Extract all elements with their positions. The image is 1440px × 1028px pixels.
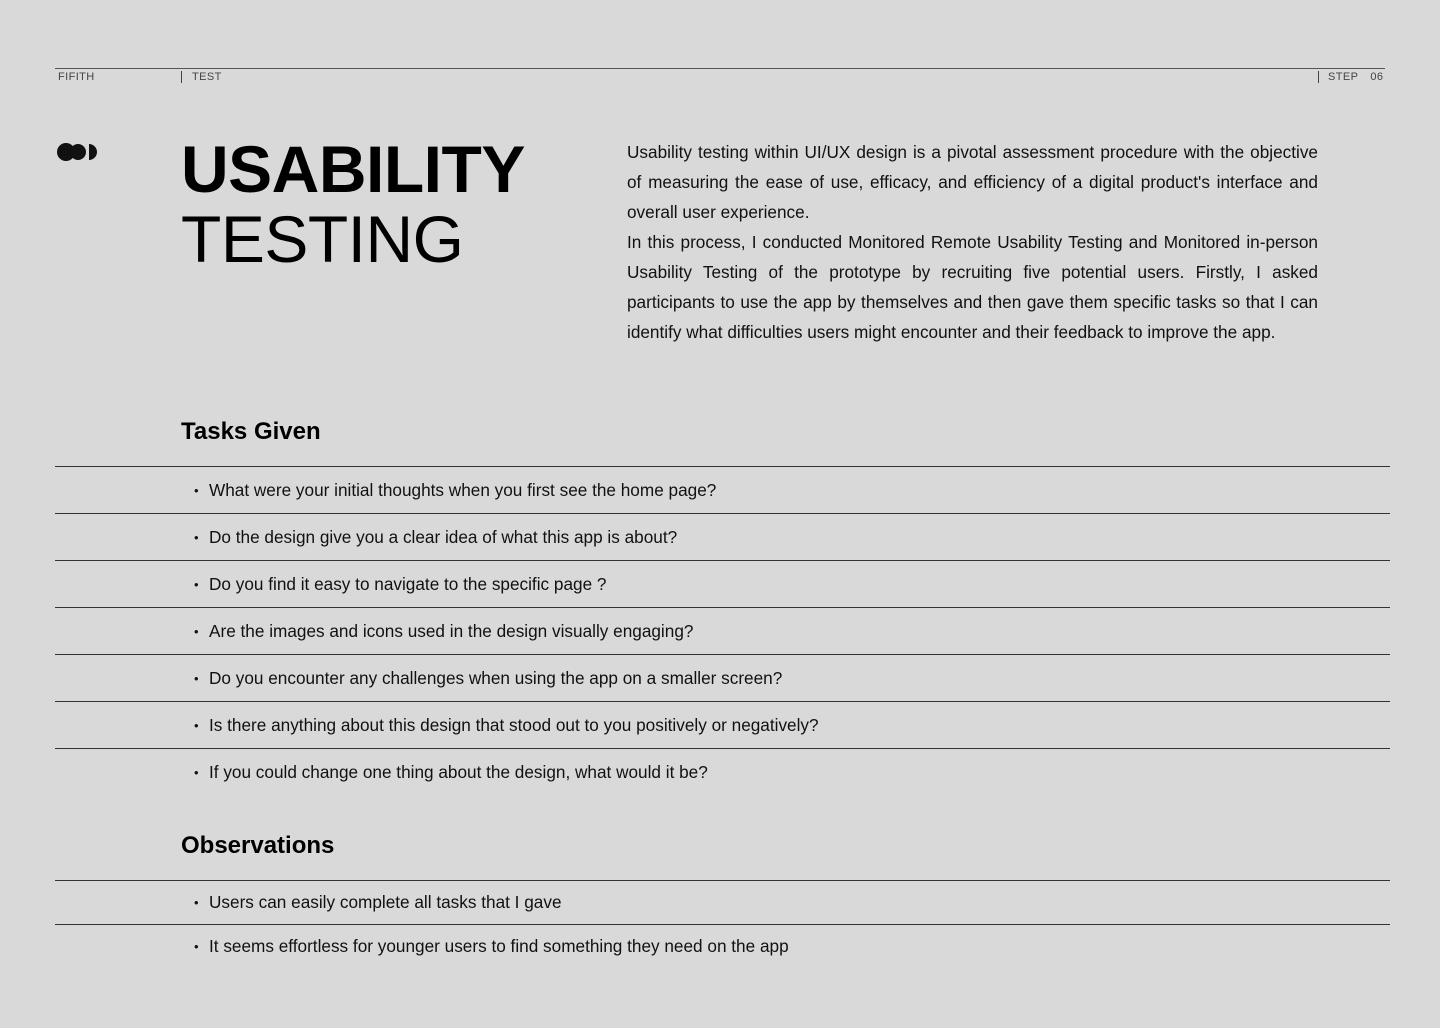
tasks-list xyxy=(55,466,1390,795)
task-text: Are the images and icons used in the design visually engaging? xyxy=(209,620,694,641)
title-line-bold: USABILITY xyxy=(181,132,525,206)
step-number: 06 xyxy=(1370,71,1384,83)
list-item xyxy=(55,924,1390,968)
intro-paragraph-1: Usability testing within UI/UX design is a pivotal assessment procedure with the objective of measuring the ease of use, efficacy, and efficiency of a digital product's interface and overall user experience. xyxy=(627,142,1318,222)
list-item xyxy=(55,880,1390,924)
tasks-heading: Tasks Given xyxy=(181,418,321,445)
bullet-icon: • xyxy=(194,623,199,639)
bullet-icon: • xyxy=(194,482,199,498)
bullet-icon: • xyxy=(194,576,199,592)
task-text: Is there anything about this design that stood out to you positively or negatively? xyxy=(209,714,819,735)
list-item xyxy=(55,513,1390,560)
intro-paragraph-2: In this process, I conducted Monitored Remote Usability Testing and Monitored in-person Usability Testing of the prototype by recruiting five potential users. Firstly, I asked participants to use the app by themselves and then gave them specific tasks so that I can identify what difficulties users might encounter and their feedback to improve the app. xyxy=(627,232,1318,342)
list-item xyxy=(55,466,1390,513)
page-title xyxy=(181,134,525,274)
bullet-icon: • xyxy=(194,764,199,780)
task-text: If you could change one thing about the design, what would it be? xyxy=(209,761,708,782)
task-text: Do you encounter any challenges when using the app on a smaller screen? xyxy=(209,667,783,688)
header-step xyxy=(1318,71,1383,83)
three-dots-logo-icon xyxy=(57,143,99,161)
task-text: Do you find it easy to navigate to the specific page ? xyxy=(209,573,607,594)
bullet-icon: • xyxy=(194,895,199,910)
list-item xyxy=(55,748,1390,795)
task-text: What were your initial thoughts when you first see the home page? xyxy=(209,479,717,500)
list-item xyxy=(55,654,1390,701)
header-phase-label: TEST xyxy=(181,71,222,83)
bullet-icon: • xyxy=(194,939,199,954)
bullet-icon: • xyxy=(194,529,199,545)
bullet-icon: • xyxy=(194,717,199,733)
header-section-label: FIFITH xyxy=(58,71,95,83)
observations-heading: Observations xyxy=(181,832,335,859)
list-item xyxy=(55,560,1390,607)
title-line-light: TESTING xyxy=(181,202,464,276)
header-rule xyxy=(55,68,1385,69)
list-item xyxy=(55,701,1390,748)
bullet-icon: • xyxy=(194,670,199,686)
step-label: STEP xyxy=(1328,71,1359,83)
list-item xyxy=(55,607,1390,654)
observations-list xyxy=(55,880,1390,968)
intro-text xyxy=(627,137,1318,347)
observation-text: It seems effortless for younger users to find something they need on the app xyxy=(209,936,789,956)
observation-text: Users can easily complete all tasks that I gave xyxy=(209,892,562,912)
task-text: Do the design give you a clear idea of what this app is about? xyxy=(209,526,678,547)
